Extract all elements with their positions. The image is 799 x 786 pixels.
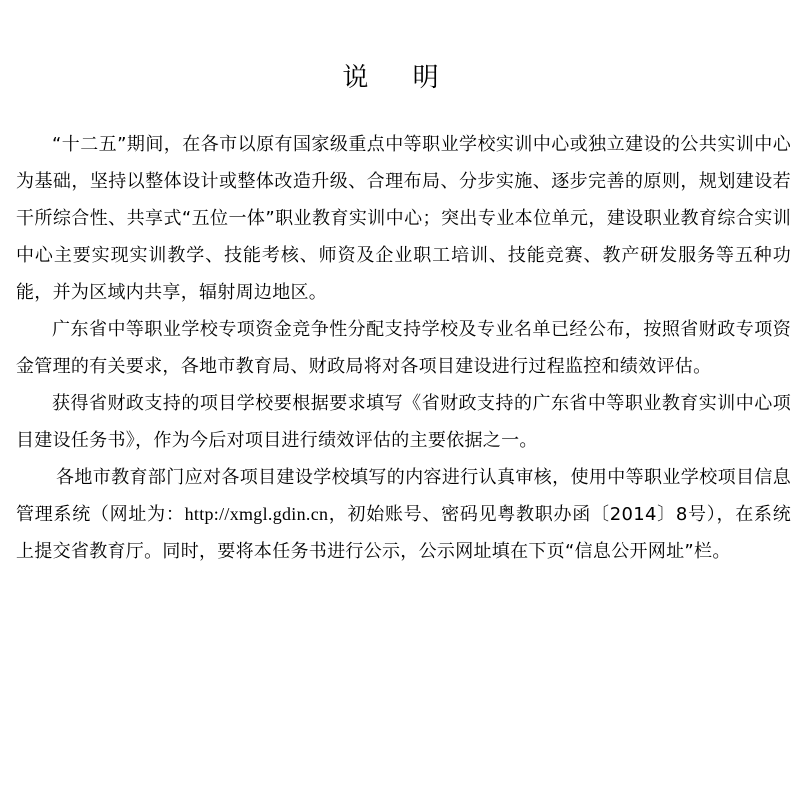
paragraph-3: 获得省财政支持的项目学校要根据要求填写《省财政支持的广东省中等职业教育实训中心项目建设任务书》，作为今后对项目进行绩效评估的主要依据之一。: [16, 393, 791, 451]
paragraph-4: [16, 459, 791, 570]
system-url: http://xmgl.gdin.cn: [184, 504, 329, 524]
paragraph-4-text-before: 各地市教育部门应对各项目建设学校填写的内容进行认真审核，使用中等职业学校项目信息管理系统（网址为：: [16, 467, 791, 525]
paragraph-4-text-after: ，初始账号、密码见粤教职办函〔2014〕8号），在系统上提交省教育厅。同时，要将本任务书进行公示，公示网址填在下页“信息公开网址”栏。: [16, 504, 792, 562]
paragraph-1: “十二五”期间，在各市以原有国家级重点中等职业学校实训中心或独立建设的公共实训中心为基础，坚持以整体设计或整体改造升级、合理布局、分步实施、逐步完善的原则，规划建设若干所综合性、共享式“五位一体”职业教育实训中心；突出专业本位单元，建设职业教育综合实训中心主要实现实训教学、技能考核、师资及企业职工培训、技能竞赛、教产研发服务等五种功能，并为区域内共享，辐射周边地区。: [16, 134, 791, 303]
document-body: [16, 126, 791, 570]
page-title: 说 明: [342, 63, 457, 93]
paragraph-2: 广东省中等职业学校专项资金竞争性分配支持学校及专业名单已经公布，按照省财政专项资金管理的有关要求，各地市教育局、财政局将对各项目建设进行过程监控和绩效评估。: [16, 319, 791, 377]
